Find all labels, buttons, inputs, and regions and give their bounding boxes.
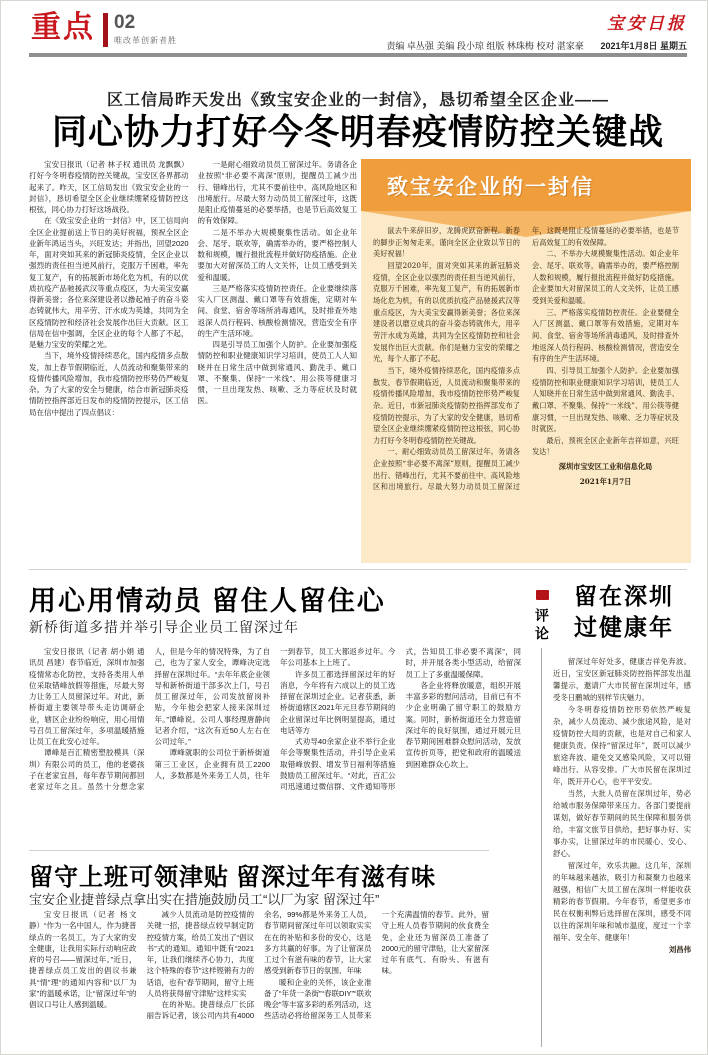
feature-article-body <box>29 646 521 846</box>
paragraph: 最后，预祝全区企业新年吉祥如意，兴旺发达！ <box>532 435 679 457</box>
paragraph: 四是引导员工加强个人防护。企业要加强疫情防控和职业健康知识学习培训，使员工人人知晓并在日常生活中做到常通风、勤洗手、戴口罩、不聚集、保持“一米线”、用公筷等健康习惯，一旦出现发热、咳嗽、乏力等症状及时就医。 <box>197 340 357 406</box>
masthead-left <box>31 13 177 47</box>
red-divider-bar <box>103 13 108 47</box>
paragraph: 在《致宝安企业的一封信》中，区工信局向全区企业提前送上节日的美好祝福，预祝全区企业新年鸿运当头，兴旺发达；并指出，回望2020年，面对突如其来的新冠肺炎疫情，全区企业以强烈的责任担当逆风前行，克服万千困难，率先复工复产，有的拓展新市场化危为机，有的以优质抗疫产品驰援武汉等重点疫区，为大美宝安赢得新美誉；各位来深建设者以撸起袖子的奋斗姿态铸就伟大，用辛劳、汗水成为英雄，共同为全区疫情防控和经济社会发展作出巨大贡献。区工信局在信中强调，全区企业的每个人都了不起，是魅力宝安的荣耀之光。 <box>29 216 189 349</box>
paragraph: 留深过年，欢乐共融。这几年，深圳的年味越来越浓，吸引力和凝聚力也越来越强，相信广大员工留在深圳一样能收获精彩的春节假期。今年春节，希望更多市民在权衡利弊后选择留在深圳，感受不同以往的深圳年味和城市温度，度过一个幸福年、安全年、健康年！ <box>553 860 691 942</box>
section-label: 重点 <box>31 11 95 44</box>
paragraph: 鼠去牛来辞旧岁，龙腾虎跃奋新程。新春的脚步正匆匆走来，谨向全区企业致以节日的美好祝福！ <box>373 226 520 259</box>
staff-credits: 责编 卓丛强 美编 段小琼 组版 林珠梅 校对 湛家豪 <box>386 41 584 51</box>
masthead-right <box>386 9 687 52</box>
envelope-band <box>361 159 691 211</box>
feature-divider <box>29 850 489 851</box>
paragraph: 许多员工都选择留深过年的好消息，今年将有六成以上的员工选择留在深圳过企业。记者获悉，新桥街道辖区2021年元旦春节期间的企业留深过年比例明显提高，通过电话等方 <box>280 669 396 735</box>
paragraph: 当下，境外疫情持续恶化，国内疫情多点散发，春节假期临近，人员流动和聚集带来的疫情传播风险增加，我市疫情防控形势严峻复杂。近日，市新冠肺炎疫情防控指挥部发布了疫情防控提示，为了大家的安全健康，恳切希望全区企业继续绷紧疫情防控这根弦，同心协力打好今冬明春疫情防控关键战。 <box>373 365 520 445</box>
letter-box <box>361 159 691 563</box>
bottom-headline: 留守上班可领津贴 留深过年有滋有味 <box>29 865 436 891</box>
paragraph: 留深过年好处多，健康吉祥免奔波。近日，宝安区新冠肺炎防控指挥部发出温馨提示，邀请广大市民留在深圳过年，感受冬日鹏城的别样节庆魅力。 <box>553 657 691 702</box>
paragraph: 回望2020年，面对突如其来的新冠肺炎疫情，全区企业以强烈的责任担当逆风前行，克服万千困难，率先复工复产，有的拓展新市场化危为机，有的以优质抗疫产品驰援武汉等重点疫区，为大美宝安赢得新美誉；各位来深建设者以磨豆成兵的奋斗姿态铸就伟大，用辛劳汗水成为英雄，共同为全区疫情防控和社会发展作出巨大贡献。你们是魅力宝安的荣耀之光，每个人都了不起。 <box>373 260 520 364</box>
page-number: 02 <box>114 12 136 33</box>
section-divider <box>29 569 687 570</box>
paragraph: 减少人员流动是防控疫情的关键一招，捷普绿点较早制定防控疫情方案，给员工发出了“倡议书”式的通知。通知中既有“2021年，让我们继续齐心协力，共度这个特殊的春节”这样铿锵有力的话语，也有“春节期间，留守上班人员将获得留守津贴”这样实实 <box>146 910 254 998</box>
bottom-article-body <box>29 909 489 1051</box>
masthead-slogan: 唯改革创新者胜 <box>114 36 177 45</box>
commentary-author: 刘昌伟 <box>668 944 691 954</box>
paper-name-logo: 宝安日报 <box>607 14 687 33</box>
paragraph: 在的补贴。捷普绿点厂长邱丽告诉记者，该公司内共有4000余名，99%都是外来务工人员，春节期间留深过年可以领取实实在在的补贴和多份的安心，这是多方共赢的好事。为了让留深员工过个有滋有味的春节，让大家感受到新春节日的氛围、年味 <box>146 910 372 1021</box>
paragraph: 三、严格落实疫情防控责任。企业要健全入厂区测温、戴口罩等有效措施，定期对车间、食堂、宿舍等场所消毒通风，及时排查外地返深人员行程码、核酸检测情况，营造安全有序的生产生活环境。 <box>532 307 679 364</box>
paragraph: 谭峰就职的公司位于新桥街道第三工业区，企业拥有员工2200人，多数都是外来务工人员，往年一到春节，员工大都返乡过年。今年公司基本上上班了。 <box>154 647 396 780</box>
lead-article-body <box>29 159 357 563</box>
paragraph: 宝安日报讯（记者 胡小娟 通讯员 昌建）春节临近，深圳市加强疫情常态化防控，支持各类用人单位采取错峰放假等措施，尽最大努力让务工人员留深过年。对此，新桥街道主要领导带头走访调研企业，辖区企业纷纷响应，用心用情号召员工留深过年，多项温暖措施让员工在此安心过年。 <box>29 647 145 746</box>
masthead-rule <box>29 53 687 57</box>
letter-text <box>373 225 679 557</box>
paragraph: 一、耐心细致动员员工留深过年。务请各企业按照“非必要不离深”原则，提醒员工减少出行、错峰出行，尤其不要前往中、高风险地区和出境旅行。尽最大努力动员员工留深过年，这既是阻止疫情蔓延的必要举措，也是节后高效复工的有效保障。 <box>373 226 679 492</box>
commentary-paragraphs <box>553 656 691 944</box>
commentary-body <box>553 656 691 1048</box>
letter-signature: 2021年1月7日 <box>579 476 632 486</box>
paragraph: 一是耐心细致动员员工留深过年。务请各企业按照“非必要不离深”原则，提醒员工减少出行、错峰出行，尤其不要前往中、高风险地区和出境旅行。尽最大努力动员员工留深过年，这既是阻止疫情蔓延的必要举措，也是节后高效复工的有效保障。 <box>197 160 357 226</box>
paragraph: 各企业将释放暖意，组织开展丰富多彩的慰问活动，目前已有不少企业明确了留守职工的鼓励方案。同时，新桥街道还全力营造留深过年的良好氛围，通过开展元旦春节期间困难群众慰问活动，发放宣传折页等，把党和政府的温暖送到困难群众心坎上。 <box>405 680 521 769</box>
masthead <box>31 9 687 51</box>
lead-headline: 同心协力打好今冬明春疫情防控关键战 <box>51 113 664 152</box>
commentary-headline <box>557 581 691 643</box>
paragraph: 当下，境外疫情持续恶化，国内疫情多点散发，加上春节假期临近，人员流动和聚集带来的疫情传播风险增加，我市疫情防控形势仍严峻复杂。为了大家的安全与健康，结合市新冠肺炎疫情防控指挥部近日发布的疫情防控提示，区工信局在信中提出了四点倡议： <box>29 351 189 417</box>
paragraph: 宝安日报讯（记者 杨文静）“作为一名中国人，作为捷普绿点的一名员工，为了大家的安全健康，让我用实际行动响应政府的号召——留深过年。”近日，捷普绿点员工发出的倡议书兼具“情”理“的通知内容和“以厂为家”的温暖承诺，让“留深过年”的倡议口号让人感到温暖。 <box>29 910 137 1009</box>
letter-signature: 深圳市宝安区工业和信息化局 <box>558 462 653 472</box>
paragraph: 宝安日报讯（记者 林子权 通讯员 龙飘飘）打好今冬明春疫情防控关键战，宝安区各界都动起来了。昨天，区工信局发出《致宝安企业的一封信》，恳切希望全区企业继续绷紧疫情防控这根弦，同心协力打好这场战役。 <box>29 160 189 214</box>
commentary-headline-line2: 过健康年 <box>574 615 674 641</box>
paragraph: 当然，大批人员留在深圳过年，势必给城市服务保障带来压力。各部门要提前谋划，做好春节期间的民生保障和服务供给，丰富文旅节目供给，把好事办好、实事办实，让留深过年的市民暖心、安心、舒心。 <box>553 788 691 858</box>
paragraph: 暖和企业的关怀，该企业准备了“年货一条街”“春联DIY”“联欢晚会”等丰富多彩的系列活动，这些活动必将给留深务工人员带来一个充满温情的春节。此外，留守上班人员春节期间的伙食费全免，企业还为留深员工准备了2000元的留守津贴，让大家留深过年有底气、有盼头、有滋有味。 <box>264 910 489 1021</box>
seal-icon <box>536 590 549 600</box>
paragraph: 今冬明春疫情防控形势依然严峻复杂，减少人员流动、减少旅途风险，是对疫情防控大局的贡献，也是对自己和家人健康负责。保持“留深过年”，既可以减少旅途奔波、避免交叉感染风险，又可以错峰出行、从容安排。广大市民留在深圳过年，既开开心心，也平平安安。 <box>553 704 691 786</box>
paragraph: 二、不举办大规模聚集性活动。如企业年会、尾牙、联欢等，确需举办的，要严格控制人数和规模，履行报批流程并做好防疫措施。企业要加大对留深员工的人文关怀，让员工感受到关爱和温暖。 <box>532 249 679 305</box>
commentary-label: 评论 <box>534 608 550 644</box>
bottom-subhead: 宝安企业捷普绿点拿出实在措施鼓励员工“以厂为家 留深过年” <box>29 892 380 907</box>
date-line: 2021年1月8日 星期五 <box>600 41 687 51</box>
lead-kicker: 区工信局昨天发出《致宝安企业的一封信》，恳切希望全区企业—— <box>106 92 609 109</box>
feature-headline: 用心用情动员 留住人留住心 <box>29 586 386 616</box>
paragraph: 二是不举办大规模聚集性活动。如企业年会、尾牙、联欢等，确需举办的，要严格控制人数和规模，履行报批流程并做好防疫措施。企业要加大对留深员工的人文关怀，让员工感受到关爱和温暖。 <box>197 227 357 282</box>
commentary-headline-line1: 留在深圳 <box>574 584 674 609</box>
staff-line <box>386 39 687 52</box>
paragraph: 四、引导员工加强个人防护。企业要加强疫情防控和职业健康知识学习培训，使员工人人知晓并在日常生活中做到常通风、勤洗手、戴口罩、不聚集、保持“一米线”、用公筷等健康习惯，一旦出现发热、咳嗽、乏力等症状及时就医。 <box>532 365 679 434</box>
paragraph: 谭峰是百汇精密塑胶模具（深圳）有限公司的员工，他的老婆孩子在老家宜昌，每年春节期间都回老家过年之且。虽然十分想念家人，但是今年的情况特殊，为了自己，也为了家人安全，谭峰决定选择留在深圳过年。“去年年底企业领导和新桥街道干部多次上门，号召员工留深过年，公司发放留岗补贴，今年他会把家人接来深圳过年。”谭峰说。公司人事经理唐静向记者介绍，“这次有近50人左右在公司过年。” <box>29 647 270 791</box>
paragraph: 三是严格落实疫情防控责任。企业要继续落实入厂区测温、戴口罩等有效措施，定期对车间、食堂、宿舍等场所消毒通风，及时排查外地返深人员行程码、核酸检测情况，营造安全有序的生产生活环境。 <box>197 283 357 338</box>
paragraph: 式劝导40余家企业不举行企业年会等聚集性活动，并引导企业采取错峰放假、增发节日福利等措施鼓励员工留深过年。“对此，百汇公司迅速通过微信群、文件通知等形式，告知员工非必要不离深”，同时，并开展各类小型活动，给留深员工上了多重温暖保障。 <box>280 647 521 791</box>
letter-title: 致宝安企业的一封信 <box>387 176 594 199</box>
page-number-block <box>114 13 177 46</box>
commentary-divider <box>541 587 542 1047</box>
feature-subhead: 新桥街道多措并举引导企业员工留深过年 <box>29 619 299 635</box>
commentary-label-block <box>532 587 552 648</box>
